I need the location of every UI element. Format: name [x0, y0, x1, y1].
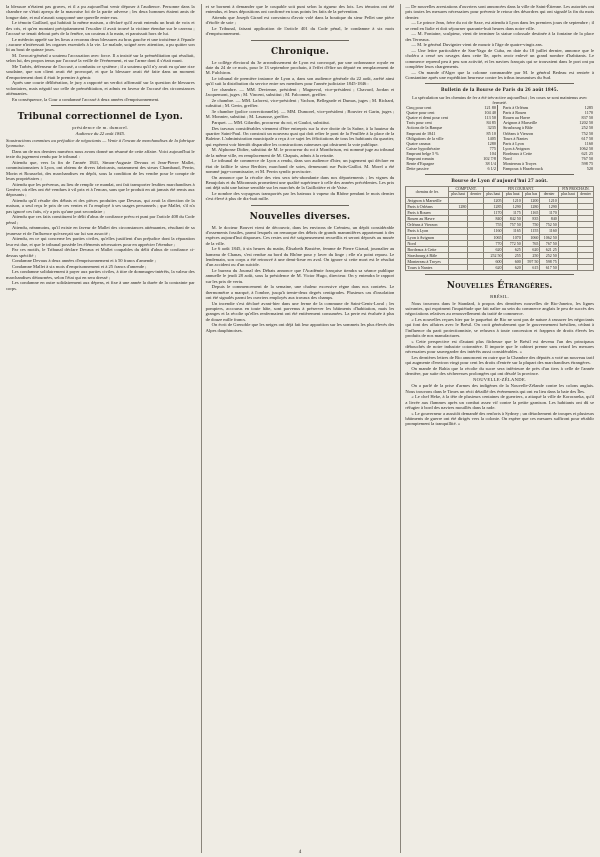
quote-name: Rouen au Havre	[502, 115, 531, 121]
railway-quote: 252 50	[540, 252, 558, 258]
railway-row	[406, 265, 594, 271]
subheader-plus-haut: plus haut	[449, 192, 468, 198]
paragraph: et se bornent à demander que le coupable soit puni selon la rigueur des lois. Les témoins ont été entendus, et leurs dépositions ont confirmé en tous points les faits de la prévention.	[205, 4, 395, 15]
railway-quote: 752 50	[540, 222, 558, 228]
railway-quote	[578, 265, 594, 271]
divider	[251, 205, 350, 206]
railway-quote: 1205	[484, 198, 503, 204]
bourse-lyon-title: Bourse de Lyon d'aujourd'hui 27 août.	[451, 178, 549, 185]
quote-value: 1285	[584, 105, 594, 111]
paragraph: Attendu que, vers la fin de l'année 1841, Simon-Auguste Devaux et Jean-Pierre Mallet, commissionnaires à Lyon, ont obtenu de divers fabricants, notamment des sieurs Chambaud, Perrin, Morin et Rousselot, des marchandises en dépôt, sous la condition de les vendre pour le compte de leurs propriétaires ;	[6, 159, 195, 181]
divider	[51, 105, 150, 106]
quote-name: Emprunt romain	[406, 156, 434, 162]
paragraph: En conséquence, la Cour a condamné l'accusé à deux années d'emprisonnement.	[12, 96, 160, 102]
railway-quote: 621 25	[540, 246, 558, 252]
column-1	[6, 4, 195, 853]
quotes-table-left	[405, 105, 498, 171]
paragraph: Le Tribunal, faisant application de l'article 401 du Code pénal, le condamne à six mois d'emprisonnement.	[205, 25, 395, 37]
quote-value: 1202 50	[579, 120, 594, 126]
page-number: 4	[298, 850, 302, 855]
railway-name: Paris à Orléans	[406, 204, 449, 210]
trial-report	[6, 4, 195, 102]
column-2	[201, 4, 395, 853]
paragraph: Dans un de nos derniers numéros nous avons donné un résumé de cette affaire. Voici aujourd'hui le texte du jugement rendu par le tribunal :	[6, 148, 195, 160]
railway-quote: 1155	[522, 228, 540, 234]
quote-name: Actions de la Banque	[406, 125, 443, 131]
quote-value: 85 10	[486, 130, 496, 136]
quote-value: 520	[586, 166, 594, 172]
paragraph: — M. le général Duvignier vient de mourir à l'âge de quatre-vingts ans.	[411, 42, 543, 48]
chronique-body	[206, 60, 395, 202]
quote-value: 598 75	[581, 161, 594, 167]
quote-value: 1160	[584, 140, 594, 146]
quote-name: Rente d'Espagne	[406, 161, 435, 167]
paragraph: Un incendie s'est déclaré avant-hier dans une ferme de la commune de Saint-Genis-Laval ; les pompiers, accourus en toute hâte, sont parvenus à préserver les bâtiments d'habitation, mais les granges et la récolte qu'elles renfermaient ont été entièrement consumées. La perte est évaluée à plus de douze mille francs.	[205, 300, 395, 322]
paragraph: Nous trouvons dans le Standard, à propos des dernières nouvelles de Rio-Janeiro, les lignes suivantes, qui expriment l'inquiétude que fait naître au sein du commerce anglais le peu de succès des négociations relatives au renouvellement du traité de commerce.	[405, 300, 595, 317]
quote-value: 1170	[584, 110, 594, 116]
tribunal-date: Audience du 22 août 1845.	[75, 131, 126, 137]
paragraph: Attendu qu'il résulte des débats et des pièces produites que Devaux, qui avait la direction de la maison, a seul reçu le prix de ces ventes et l'a employé à ses usages personnels ; que Mallet, s'il n'a pas ignoré ces faits, n'y a pris qu'une part secondaire ;	[6, 197, 195, 214]
paragraph: Le tribunal de commerce de Lyon a rendu, dans son audience d'hier, un jugement qui déclare en état de faillite le sieur Berthier, marchand de soies, demeurant rue Puits-Gaillot. M. Morel a été nommé juge-commissaire, et M. Perrin syndic provisoire.	[205, 158, 395, 174]
railway-quote	[558, 265, 577, 271]
tribunal-body	[6, 149, 195, 291]
railway-quote: 842 50	[503, 216, 522, 222]
column-header-fin-prochain: FIN PROCHAIN.	[558, 186, 593, 192]
railway-quote: 255	[503, 252, 522, 258]
quote-name: Obligations de la ville	[406, 135, 444, 141]
paragraph: — De nouvelles arrestations d'ouvriers sont annoncées dans la ville de Saint-Étienne. Les autorités ont pris toutes les mesures nécessaires pour prévenir le retour des désordres qui ont signalé la fin du mois dernier.	[405, 4, 595, 20]
tribunal-subject: Soustractions commises au préjudice de négociants — Vente à l'encan de marchandises de la fabrique lyonnaise.	[6, 137, 195, 149]
railway-quote: 620	[484, 265, 503, 271]
paragraph: Après une courte délibération, le jury a rapporté un verdict affirmatif sur la question de blessures volontaires, mais négatif sur celle de préméditation, et admis en faveur de l'accusé des circonstances atténuantes.	[6, 80, 195, 96]
railway-quote: 755	[484, 222, 503, 228]
paragraph: Le 6 août 1845, à six heures du matin, Élisabeth Bassière, femme de Pierre Giraud, journalier au hameau de Chanas, s'est rendue au bord du Rhône pour y laver du linge ; elle n'a point reparu. Le lendemain, son corps a été retrouvé à une demi-lieue en aval. On ignore si cette mort est le résultat d'un accident ou d'un suicide.	[205, 246, 395, 268]
paragraph: Condamne Mallet à six mois d'emprisonnement et à 25 francs d'amende ;	[12, 263, 147, 269]
subheader-premier: plus haut	[484, 192, 503, 198]
paragraph: Des travaux considérables viennent d'être entrepris sur la rive droite de la Saône, à la hauteur du quartier Saint-Paul. On construit un nouveau quai qui doit relier le pont de la Feuillée à la place de la Baleine. L'administration municipale a reçu à ce sujet les félicitations de tous les habitants du quartier, qui espèrent voir bientôt disparaître les constructions ruineuses qui obstruent la voie publique.	[205, 125, 395, 147]
quote-name: Paris à Orléans	[502, 105, 529, 111]
paragraph: Condamne Devaux à deux années d'emprisonnement et à 50 francs d'amende ;	[12, 258, 156, 264]
railway-quote: 772 50	[503, 240, 522, 246]
railway-quote: 767 50	[540, 240, 558, 246]
paragraph: Attendu, en ce qui concerne les parties civiles, qu'elles justifient d'un préjudice dont la réparation leur est due, et que le tribunal possède les éléments nécessaires pour en apprécier l'étendue ;	[6, 236, 195, 247]
quote-value: 3235	[487, 125, 496, 131]
section-title-etrangeres: Nouvelles Étrangères.	[446, 281, 553, 292]
paragraph: On annonce que la récolte des vins sera très-abondante dans nos départements ; les vignes du Beaujolais et du Mâconnais promettent une qualité supérieure à celle des années précédentes. Les prix ont déjà subi une baisse sensible sur les marchés de la Guillotière et de Vaise.	[205, 174, 395, 191]
paragraph: » Le gouverneur a aussitôt demandé des renforts à Sydney ; un détachement de troupes et plusieurs bâtiments de guerre ont été dirigés vers la colonie. On espère que ces mesures suffiront pour rétablir promptement la tranquillité. »	[405, 410, 595, 427]
paragraph: On mande de Bahia que la récolte du sucre sera inférieure de près d'un tiers à celle de l'année dernière, par suite des sécheresses prolongées qui ont désolé la province.	[405, 365, 595, 377]
quote-value: 775	[489, 145, 496, 151]
column-3	[400, 4, 594, 853]
railway-name: Paris à Rouen	[406, 210, 449, 216]
quote-value: 84 85	[486, 120, 496, 126]
railway-quote: 840	[484, 216, 503, 222]
quote-value: 6 1/2	[487, 166, 496, 172]
railway-name: Montereau à Troyes	[406, 258, 449, 264]
paragraph: Me Tarbès, défenseur de l'accusé, a combattu ce système ; il a soutenu qu'il n'y avait eu qu'une rixe soudaine, que son client avait été provoqué, et que la blessure avait été faite dans un moment d'emportement dont il était le premier à gémir.	[6, 63, 195, 80]
paragraph: Le témoin Gaillard, qui habitait la même maison, a déclaré qu'il avait entendu un bruit de voix et des cris, et qu'en montant précipitamment l'escalier il avait trouvé la victime étendue sur le carreau ; l'accusé se tenait debout près de la fenêtre, un couteau à la main, et paraissait hors de lui.	[6, 20, 195, 37]
column-header-comptant: COMPTANT.	[449, 186, 484, 192]
divider	[251, 40, 350, 41]
railway-name: Orléans à Vierzon	[406, 222, 449, 228]
paragraph: Les dernières lettres de Rio annoncent en outre que la Chambre des députés a voté un nouveau tarif qui augmente d'environ vingt pour cent les droits d'entrée sur la plupart des marchandises étrangères.	[405, 354, 595, 366]
quote-name: Paris à Lyon	[502, 140, 524, 146]
quote-name: Montereau à Troyes	[502, 161, 537, 167]
railway-quote: 1070	[503, 234, 522, 240]
bourse-paris-quotes	[405, 105, 594, 171]
bourse-paris-intro: La spéculation sur les chemins de fer a été très-active aujourd'hui ; les cours se sont maintenus avec fermeté.	[412, 94, 588, 105]
paragraph: » Cette perspective est d'autant plus fâcheuse que le Brésil est devenu l'un des principaux débouchés de notre industrie cotonnière. Il importe que le cabinet prenne sans retard les mesures nécessaires pour sauvegarder des intérêts aussi considérables. »	[405, 338, 595, 355]
paragraph: 1re chambre. — MM. Devienne, président ; Magneval, vice-président ; Chavard, Jordan et Jacquemont, juges ; M. Vincent, substitut ; M. Falconnet, greffier.	[205, 86, 395, 98]
railway-quote: 770	[484, 240, 503, 246]
quote-name: Paris à Rouen	[502, 110, 527, 116]
quote-value: 617 50	[581, 135, 594, 141]
quote-name: Trois pour cent	[406, 120, 432, 126]
quote-value: 767 50	[581, 156, 594, 162]
railway-name: Tours à Nantes	[406, 265, 449, 271]
railway-quote: 600	[484, 258, 503, 264]
paragraph: Les condamne en outre solidairement aux dépens, et fixe à une année la durée de la contrainte par corps.	[6, 280, 195, 291]
railway-name: Lyon à Avignon	[406, 234, 449, 240]
quote-value: 1280	[487, 140, 496, 146]
railway-quote: 1160	[484, 228, 503, 234]
railway-quote: 840	[540, 216, 558, 222]
railway-quote: 1210	[503, 198, 522, 204]
paragraph: Le nombre des voyageurs transportés par les bateaux à vapeur du Rhône pendant le mois dernier s'est élevé à plus de dix-huit mille.	[205, 190, 395, 202]
railway-quote: 600	[503, 258, 522, 264]
paragraph: Attendu que Joseph Girard est convaincu d'avoir volé dans la boutique du sieur Pellet une pièce d'étoffe de soie ;	[205, 14, 395, 26]
paragraph: Depuis le commencement de la semaine, une chaleur excessive règne dans nos contrées. Le thermomètre a marqué, à l'ombre, jusqu'à trente-deux degrés centigrades. Plusieurs cas d'insolation ont été signalés parmi les ouvriers employés aux travaux des champs.	[205, 284, 395, 300]
paragraph: « Le chef Heke, à la tête de plusieurs centaines de guerriers, a attaqué la ville de Kororareka, qu'il a livrée aux flammes après un combat assez vif contre la petite garnison. Les habitants ont dû se réfugier à bord des navires mouillés dans la rade.	[405, 394, 595, 411]
railway-quote: 750	[522, 222, 540, 228]
railway-quote: 1060	[522, 234, 540, 240]
quote-name: Nord	[502, 156, 512, 162]
paragraph: « Les nouvelles reçues hier par le paquebot de Rio ne sont pas de nature à rassurer les négociants qui font des affaires avec le Brésil. On croit généralement que le gouvernement brésilien, cédant à l'influence du parti protectionniste, se refusera à toute concession et frappera de droits élevés les produits de nos manufactures.	[405, 316, 595, 338]
paragraph: M. Alphonse Didier, substitut de M. le procureur du roi à Montbrison, est nommé juge au tribunal de la même ville, en remplacement de M. Chapuis, admis à la retraite.	[205, 147, 395, 158]
quote-name: Caisse hypothécaire	[406, 145, 440, 151]
railway-quote: 615	[522, 265, 540, 271]
railway-quote: 252 50	[484, 252, 503, 258]
railway-quote: 620	[484, 246, 503, 252]
section-title-diverses: Nouvelles diverses.	[249, 211, 351, 222]
railway-name: Paris à Lyon	[406, 228, 449, 234]
railway-quotes-table	[405, 186, 594, 271]
railway-quote: 250	[522, 252, 540, 258]
quote-name: Emprunt de 1841	[406, 130, 436, 136]
paragraph: On écrit de Grenoble que les neiges ont déjà fait leur apparition sur les sommets les plus élevés des Alpes dauphinoises.	[205, 322, 395, 333]
paragraph: Par ces motifs, le Tribunal déclare Devaux et Mallet coupables du délit d'abus de confiance ci-dessus spécifié ;	[6, 247, 195, 258]
quote-value: 104 40	[484, 110, 496, 116]
railway-quote: 1170	[540, 210, 558, 216]
paragraph: — M. Fontaine, sculpteur, vient de terminer la statue colossale destinée à la fontaine de la place des Terreaux.	[405, 31, 595, 42]
railway-quote: 1210	[540, 198, 558, 204]
quote-name: Avignon à Marseille	[502, 120, 538, 126]
paragraph: Les condamne solidairement à payer aux parties civiles, à titre de dommages-intérêts, la valeur des marchandises détournées, selon l'état qui en sera dressé ;	[6, 269, 195, 280]
quote-name: Bordeaux à Cette	[502, 150, 533, 156]
quote-value: 102 7/8	[483, 156, 496, 162]
quote-value: 1405	[487, 135, 496, 141]
subheader-dernier: dernier	[468, 192, 484, 198]
paragraph: M. le docteur Bouvet vient de découvrir, dans les environs de Crémieu, un dépôt considérable d'ossements fossiles, parmi lesquels on remarque des débris de grands mammifères appartenant à des espèces aujourd'hui disparues. Ces restes ont été soigneusement recueillis et seront déposés au musée de la ville.	[205, 224, 395, 246]
railway-quote: 1165	[503, 228, 522, 234]
quote-name: Cinq pour cent	[406, 105, 432, 111]
railway-quote: 1290	[503, 204, 522, 210]
quote-name: Quatre et demi pour cent	[406, 115, 448, 121]
paragraph: On a parlé de la prise d'armes des indigènes de la Nouvelle-Zélande contre les colons anglais. Nous trouvons dans le Times un récit détaillé des événements qui ont eu lieu dans la baie des Îles.	[405, 383, 595, 394]
divider	[425, 274, 574, 275]
quote-name: Dette passive	[406, 166, 429, 172]
paragraph: Le tribunal de première instance de Lyon a, dans son audience générale du 22 août, arrêté ainsi qu'il suit la distribution du service entre ses membres pour l'année judiciaire 1845-1846 :	[205, 75, 395, 87]
railway-quote: 765	[522, 240, 540, 246]
paragraph: Attendu, néanmoins, qu'il existe en faveur de Mallet des circonstances atténuantes, résultant de sa jeunesse et de l'influence qu'exerçait sur lui son associé ;	[6, 225, 195, 236]
railway-quote: 757 50	[503, 222, 522, 228]
subheader-dernier: dernier	[578, 192, 594, 198]
quote-name: Orléans à Vierzon	[502, 130, 534, 136]
paragraph: — Le prince Jean, frère du roi de Saxe, est attendu à Lyon dans les premiers jours de septembre ; il se rend en Italie et doit séjourner quarante-huit heures dans notre ville.	[405, 20, 595, 31]
paragraph: M. l'avocat-général a soutenu l'accusation avec force. Il a insisté sur la préméditation qui résultait, selon lui, des propos tenus par l'accusé la veille de l'événement, et sur l'arme dont il s'était muni.	[6, 52, 195, 64]
railway-quote: 1065	[484, 234, 503, 240]
paragraph: Attendu que les prévenus, au lieu de remplir ce mandat, ont fait transporter lesdites marchandises à Genève, où elles ont été vendues à vil prix et à l'encan, sans que le produit en ait jamais été remis aux déposants ;	[6, 181, 195, 198]
zelande-title: NOUVELLE-ZÉLANDE.	[472, 376, 527, 382]
divider	[425, 174, 574, 175]
column-header-name: chemins de fer.	[406, 186, 449, 197]
column-header-fin-courant: FIN COURANT.	[484, 186, 559, 192]
paragraph: 2e chambre. — MM. Laforest, vice-président ; Vachon, Bellegarde et Dumas, juges ; M. Richard, substitut ; M. Gerin, greffier.	[205, 97, 395, 109]
railway-quote: 598 75	[540, 258, 558, 264]
railway-quote: 625	[503, 246, 522, 252]
railway-name: Avignon à Marseille	[406, 198, 449, 204]
quote-name: Lyon à Avignon	[502, 145, 530, 151]
railway-quote: 1165	[522, 210, 540, 216]
railway-quote: 1062 50	[540, 234, 558, 240]
paragraph: Le médecin appelé sur les lieux a reconnu deux blessures au bras gauche et une troisième à l'épaule ; aucune n'intéressait les organes essentiels à la vie. Le malade, soigné avec attention, a pu quitter son lit au bout de quinze jours.	[6, 36, 195, 53]
paragraph: — On mande d'Alger que la colonne commandée par M. le général Bedeau est rentrée à Constantine après une expédition heureuse contre les tribus insoumises du Sud.	[405, 69, 595, 80]
quote-name: Strasbourg à Bâle	[502, 125, 533, 131]
railway-quote: 1160	[540, 228, 558, 234]
railway-quote	[468, 265, 484, 271]
paragraph: Parquet. — MM. Gilardin, procureur du roi, et Gaulot, substitut.	[211, 119, 330, 125]
railway-quote: 620	[522, 246, 540, 252]
paragraph: Le bureau du Journal des Débats annonce que l'Académie française tiendra sa séance publique annuelle le jeudi 28 août, sous la présidence de M. Victor Hugo, directeur. On y entendra le rapport sur les prix de vertu.	[205, 267, 395, 284]
quote-value: 113 50	[484, 115, 496, 121]
railway-quote: 835	[522, 216, 540, 222]
subheader-dernier: dernier	[540, 192, 558, 198]
quote-name: Quatre canaux	[406, 140, 431, 146]
railway-quote: 1175	[503, 210, 522, 216]
subheader-plus-haut: plus haut	[503, 192, 522, 198]
railway-quote: 597 50	[522, 258, 540, 264]
quote-value: 837 50	[581, 115, 594, 121]
railway-quote: 1200	[522, 198, 540, 204]
railway-quote: 1290	[540, 204, 558, 210]
quote-value: 121 80	[484, 105, 496, 111]
railway-name: Strasbourg à Bâle	[406, 252, 449, 258]
quote-value: 104	[489, 150, 496, 156]
diverses-body	[206, 225, 395, 333]
tribunal-presidence: présidence de m. dumorel.	[72, 124, 129, 130]
divider	[425, 83, 574, 84]
quote-name: Quatre pour cent	[406, 110, 435, 116]
paragraph: 3e chambre (police correctionnelle). — MM. Dumorel, vice-président ; Bouvier et Garin, juges ; M. Monnier, substitut ; M. Lasausse, greffier.	[205, 108, 395, 120]
quote-name: Tours à Nantes	[502, 135, 528, 141]
subheader-plus-bas: plus bas	[522, 192, 540, 198]
bresil-title: BRÉSIL.	[490, 294, 510, 300]
quotes-table-right	[502, 105, 594, 171]
quote-row	[405, 166, 497, 171]
subheader-plus-haut: plus haut	[558, 192, 577, 198]
railway-quote: 1285	[484, 204, 503, 210]
quote-value: 252 50	[581, 125, 594, 131]
railway-quote	[449, 265, 468, 271]
quote-value: 752 50	[581, 130, 594, 136]
railway-name: Bordeaux à Cette	[406, 246, 449, 252]
paragraph: la blessure n'étaient pas graves, et il a pu aujourd'hui venir déposer à l'audience. Personne dans la chambre ne s'était aperçu de la mauvaise foi de la partie adverse ; les deux hommes étaient amis de longue date, et nul n'aurait soupçonné une querelle entre eux.	[6, 4, 195, 20]
section-title-tribunal: Tribunal correctionnel de Lyon.	[17, 111, 184, 122]
quote-name: Fampoux à Hazebrouck	[502, 166, 543, 172]
railway-quote: 1280	[449, 204, 468, 210]
railway-name: Rouen au Havre	[406, 216, 449, 222]
railway-quote: 1170	[484, 210, 503, 216]
quote-value: 1062 50	[579, 145, 594, 151]
quote-name: Emprunt belge 5 %	[406, 150, 439, 156]
bourse-paris-title: Bulletin de la Bourse de Paris du 26 août 1845.	[441, 87, 559, 94]
railway-quote: 617 50	[540, 265, 558, 271]
quote-value: 38 1/4	[485, 161, 496, 167]
paragraph: Le collège électoral du 3e arrondissement de Lyon est convoqué, par une ordonnance royale en date du 24 de ce mois, pour le 13 septembre prochain, à l'effet d'élire un député en remplacement de M. Fulchiron.	[205, 59, 395, 76]
paragraph: Attendu que ces faits constituent le délit d'abus de confiance prévu et puni par l'article 408 du Code pénal ;	[6, 214, 195, 225]
section-title-chronique: Chronique.	[270, 46, 330, 57]
quote-row	[502, 166, 594, 171]
paragraph: — Une lettre particulière de San-Yago de Cuba, en date du 18 juillet dernier, annonce que le choléra a cessé ses ravages dans cette île, après avoir enlevé un grand nombre d'habitants. Le commerce reprend peu à peu son activité, et les navires français qui se trouvaient dans le port ont pu compléter leurs chargements.	[405, 47, 595, 69]
railway-quote: 620	[503, 265, 522, 271]
railway-name: Nord	[406, 240, 449, 246]
quote-value: 621 25	[581, 150, 594, 156]
railway-quote: 1280	[522, 204, 540, 210]
